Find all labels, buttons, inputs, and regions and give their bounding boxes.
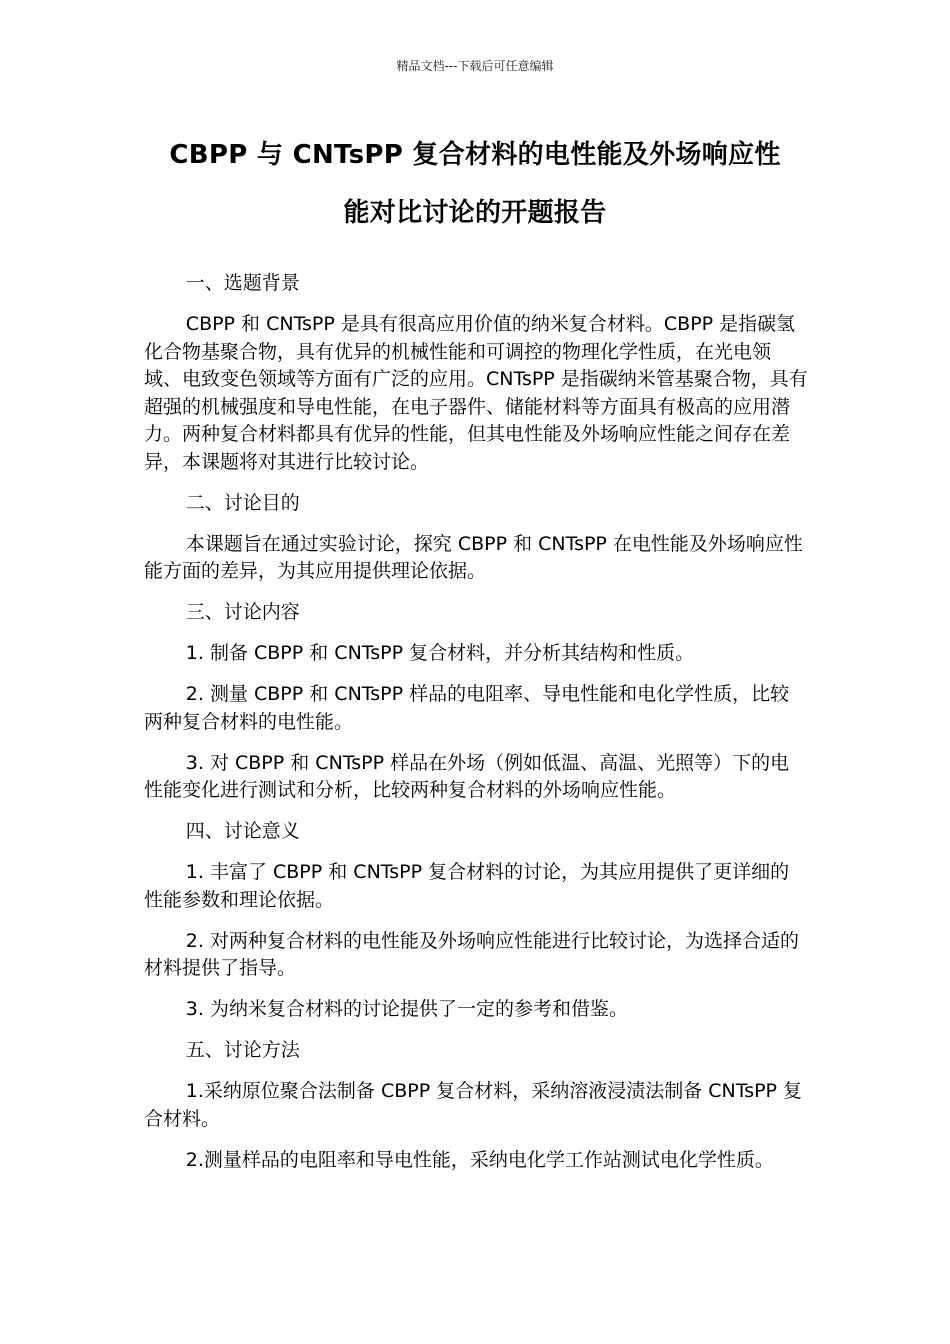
title-line-1: CBPP 与 CNTsPP 复合材料的电性能及外场响应性 — [169, 140, 781, 170]
header-note: 精品文档---下载后可任意编辑 — [396, 59, 554, 73]
title-line-2: 能对比讨论的开题报告 — [343, 198, 607, 228]
document-body — [144, 270, 808, 1188]
methods-item-2: 2.测量样品的电阻率和导电性能，采纳电化学工作站测试电化学性质。 — [185, 1148, 774, 1171]
significance-item-1: 1. 丰富了 CBPP 和 CNTsPP 复合材料的讨论，为其应用提供了更详细的性能参数和理论依据。 — [144, 861, 790, 911]
section-heading-purpose: 二、讨论目的 — [185, 491, 300, 514]
section-heading-content: 三、讨论内容 — [185, 601, 300, 623]
purpose-paragraph: 本课题旨在通过实验讨论，探究 CBPP 和 CNTsPP 在电性能及外场响应性能方面的差异，为其应用提供理论依据。 — [144, 532, 803, 582]
content-item-3: 3. 对 CBPP 和 CNTsPP 样品在外场（例如低温、高温、光照等）下的电性能变化进行测试和分析，比较两种复合材料的外场响应性能。 — [144, 751, 790, 801]
content-item-2: 2. 测量 CBPP 和 CNTsPP 样品的电阻率、导电性能和电化学性质，比较两种复合材料的电性能。 — [144, 683, 790, 733]
methods-item-1: 1.采纳原位聚合法制备 CBPP 复合材料，采纳溶液浸渍法制备 CNTsPP 复合材料。 — [144, 1080, 803, 1130]
section-heading-significance: 四、讨论意义 — [185, 820, 300, 842]
background-paragraph: CBPP 和 CNTsPP 是具有很高应用价值的纳米复合材料。CBPP 是指碳氢化合物基聚合物，具有优异的机械性能和可调控的物理化学性质，在光电领域、电致变色领域等方面有广泛的应用。CNTsPP 是指碳纳米管基聚合物，具有超强的机械强度和导电性能，在电子器件、储能材料等方面具有极高的应用潜力。两种复合材料都具有优异的性能，但其电性能及外场响应性能之间存在差异，本课题将对其进行比较讨论。 — [144, 313, 808, 473]
section-heading-background: 一、选题背景 — [185, 272, 300, 294]
significance-item-3: 3. 为纳米复合材料的讨论提供了一定的参考和借鉴。 — [185, 998, 628, 1020]
significance-item-2: 2. 对两种复合材料的电性能及外场响应性能进行比较讨论，为选择合适的材料提供了指导。 — [144, 929, 799, 979]
section-heading-methods: 五、讨论方法 — [185, 1039, 300, 1061]
content-item-1: 1. 制备 CBPP 和 CNTsPP 复合材料，并分析其结构和性质。 — [185, 642, 695, 664]
